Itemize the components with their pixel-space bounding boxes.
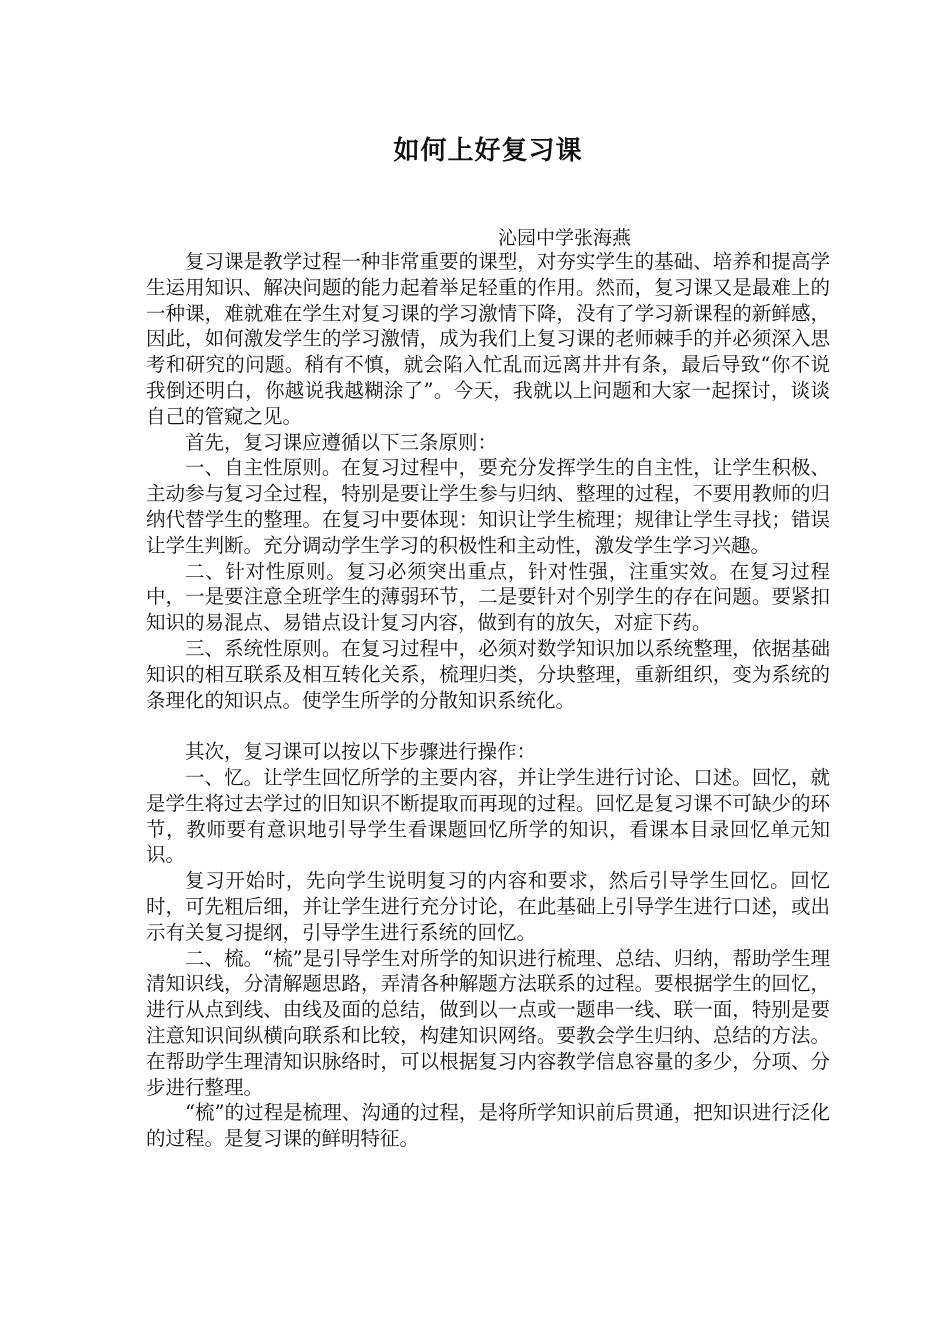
paragraph-step-1: 一、忆。让学生回忆所学的主要内容，并让学生进行讨论、口述。回忆，就是学生将过去学过的旧知识不断提取而再现的过程。回忆是复习课不可缺少的环节，教师要有意识地引导学生看课题回忆所学的知识，看课本目录回忆单元知识。: [146, 765, 830, 867]
author-line: 沁园中学张海燕: [498, 227, 632, 249]
paragraph-step-1-detail: 复习开始时，先向学生说明复习的内容和要求，然后引导学生回忆。回忆时，可先粗后细，并让学生进行充分讨论，在此基础上引导学生进行口述，或出示有关复习提纲，引导学生进行系统的回忆。: [146, 869, 830, 944]
paragraph-step-2: 二、梳。“梳”是引导学生对所学的知识进行梳理、总结、归纳，帮助学生理清知识线，分清解题思路，弄清各种解题方法联系的过程。要根据学生的回忆，进行从点到线、由线及面的总结，做到以一点或一题串一线、联一面，特别是要注意知识间纵横向联系和比较，构建知识网络。要教会学生归纳、总结的方法。在帮助学生理清知识脉络时，可以根据复习内容教学信息容量的多少，分项、分步进行整理。: [146, 946, 830, 1099]
document-body: [146, 249, 830, 1152]
paragraph-intro: 复习课是教学过程一种非常重要的课型，对夯实学生的基础、培养和提高学生运用知识、解决问题的能力起着举足轻重的作用。然而，复习课又是最难上的一种课，难就难在学生对复习课的学习激情下降，没有了学习新课程的新鲜感，因此，如何激发学生的学习激情，成为我们上复习课的老师棘手的并必须深入思考和研究的问题。稍有不慎，就会陷入忙乱而远离井井有条，最后导致“你不说我倒还明白，你越说我越糊涂了”。今天，我就以上问题和大家一起探讨，谈谈自己的管窥之见。: [146, 250, 830, 428]
paragraph-step-2-detail: “梳”的过程是梳理、沟通的过程，是将所学知识前后贯通，把知识进行泛化的过程。是复习课的鲜明特征。: [146, 1101, 830, 1151]
paragraph-principle-1: 一、自主性原则。在复习过程中，要充分发挥学生的自主性，让学生积极、主动参与复习全过程，特别是要让学生参与归纳、整理的过程，不要用教师的归纳代替学生的整理。在复习中要体现：知识让学生梳理；规律让学生寻找；错误让学生判断。充分调动学生学习的积极性和主动性，激发学生学习兴趣。: [146, 456, 830, 557]
paragraph-principle-2: 二、针对性原则。复习必须突出重点，针对性强，注重实效。在复习过程中，一是要注意全班学生的薄弱环节，二是要针对个别学生的存在问题。要紧扣知识的易混点、易错点设计复习内容，做到有的放矢，对症下药。: [146, 559, 830, 635]
paragraph-steps-heading: 其次，复习课可以按以下步骤进行操作：: [185, 740, 537, 764]
document-title: 如何上好复习课: [393, 136, 583, 166]
paragraph-principle-3: 三、系统性原则。在复习过程中，必须对数学知识加以系统整理，依据基础知识的相互联系及相互转化关系，梳理归类，分块整理，重新组织，变为系统的条理化的知识点。使学生所学的分散知识系统化。: [146, 636, 830, 712]
paragraph-principles-heading: 首先，复习课应遵循以下三条原则：: [185, 430, 498, 454]
